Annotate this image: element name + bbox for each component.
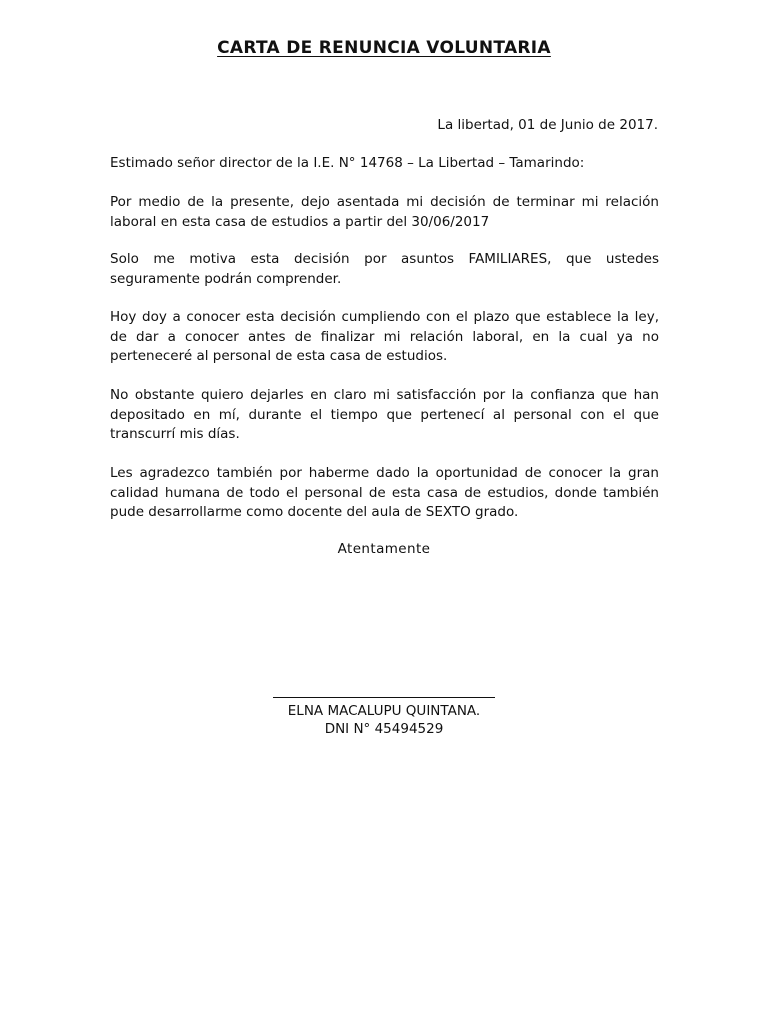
paragraph-3: Hoy doy a conocer esta decisión cumpliendo con el plazo que establece la ley, de dar a conocer antes de finalizar mi relación laboral, en la cual ya no perteneceré al personal de esta casa de estudios. bbox=[110, 309, 659, 364]
signer-id: DNI N° 45494529 bbox=[324, 721, 444, 737]
signer-name: ELNA MACALUPU QUINTANA. bbox=[287, 703, 481, 719]
letter-title: CARTA DE RENUNCIA VOLUNTARIA bbox=[217, 38, 551, 58]
closing: Atentamente bbox=[337, 541, 431, 557]
greeting: Estimado señor director de la I.E. N° 14768 – La Libertad – Tamarindo: bbox=[110, 155, 585, 171]
paragraph-1: Por medio de la presente, dejo asentada mi decisión de terminar mi relación laboral en esta casa de estudios a partir del 30/06/2017 bbox=[110, 194, 659, 230]
paragraph-2: Solo me motiva esta decisión por asuntos FAMILIARES, que ustedes seguramente podrán comprender. bbox=[110, 251, 659, 287]
paragraph-5: Les agradezco también por haberme dado la oportunidad de conocer la gran calidad humana de todo el personal de esta casa de estudios, donde también pude desarrollarme como docente del aula de SEXTO grado. bbox=[110, 465, 659, 520]
paragraph-4: No obstante quiero dejarles en claro mi satisfacción por la confianza que han depositado en mí, durante el tiempo que pertenecí al personal con el que transcurrí mis días. bbox=[110, 387, 659, 442]
date-line: La libertad, 01 de Junio de 2017. bbox=[437, 117, 658, 133]
signature-line bbox=[273, 697, 495, 698]
